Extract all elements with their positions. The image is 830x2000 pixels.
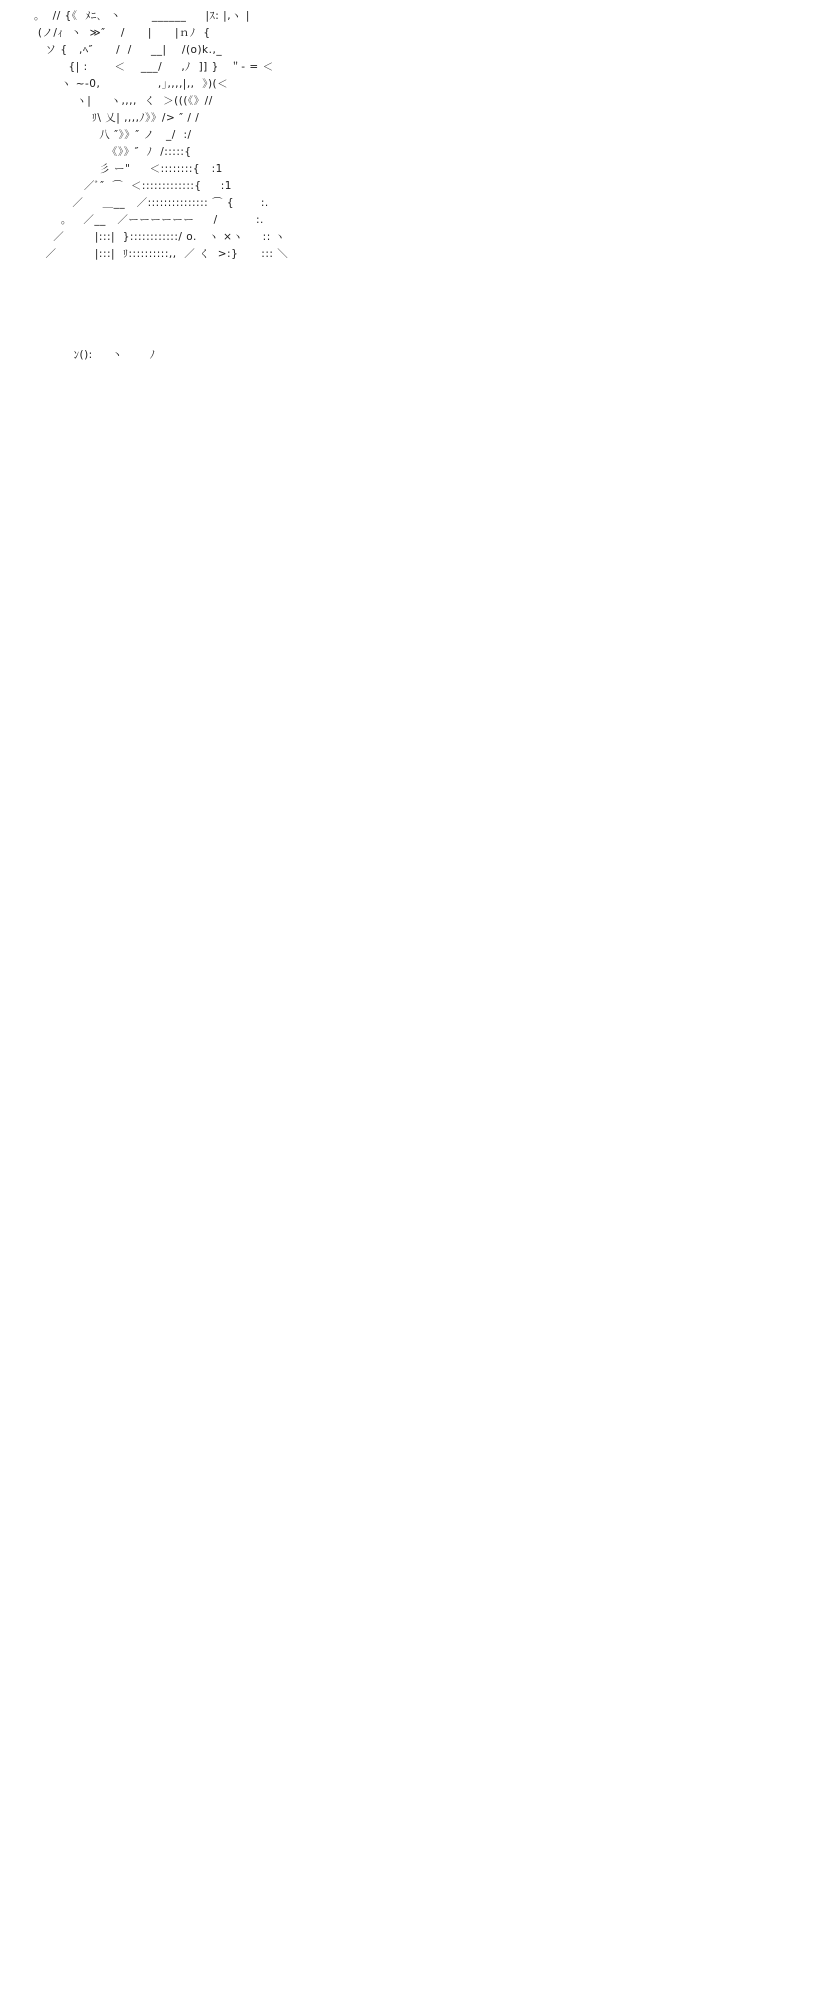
ascii-art-tree-figure: 。 // {《 ﾒﾆ､ 丶 ______ |ｽ: |,ヽ | (ノ/ｨ 丶 ≫″ / | |ｎﾉ { ソ { ,ﾍ″ / / __| /(o)k.,_ {| : ＜ ___/ ,ﾉ ]] } ＂- = ＜ ヽ ~-0, ,｣,,,,|,, 》)(＜ ヽ| ヽ,,,, く ＞(((《》// ﾘ\ 乂| ,,,,ﾉ》》/> ″ / / 八 ″》》″ ノ _/ :/ 《》》″ ﾉ /:::::{ 彡 ー" ＜::::::::{ :1 ／ﾞ″ ⌒ ＜:::::::::::::{ :1 ／ ＿__ ／::::::::::::::: ⌒ { :. 。 ／__ ／ーーーーーー / :. ／ |:::| }::::::::::::/ o. ヽ ×ヽ :: ヽ ／ |:::| ﾘ::::::::::,, ／ く >:} ::: ＼ (34, 10, 289, 260)
scene-1 (0, 0, 830, 320)
ascii-art-guard-figure: ﾝ(): 丶 ﾉ (20, 349, 156, 361)
scene-2 (0, 335, 830, 685)
